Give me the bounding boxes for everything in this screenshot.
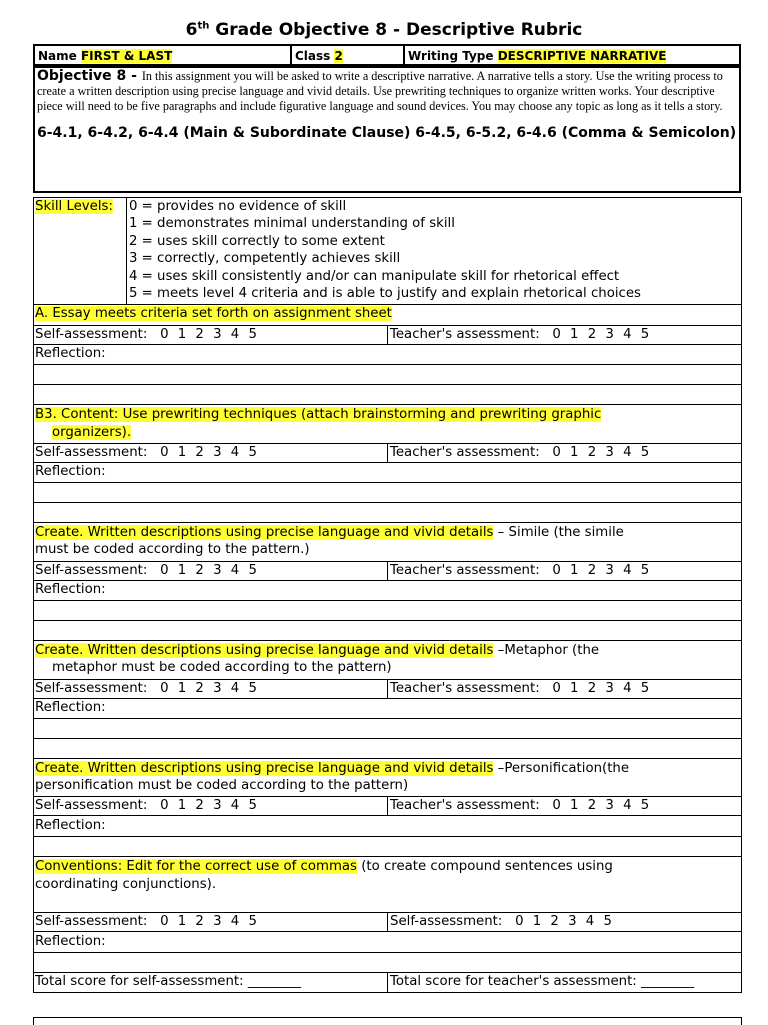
self-assessment-b3[interactable]: Self-assessment: 0 1 2 3 4 5 <box>35 445 257 460</box>
section-b3-title-cont: organizers). <box>52 425 132 440</box>
teacher-assessment-a[interactable]: Teacher's assessment: 0 1 2 3 4 5 <box>390 327 650 342</box>
teacher-assessment-personification[interactable]: Teacher's assessment: 0 1 2 3 4 5 <box>390 798 650 813</box>
section-simile-title: Create. Written descriptions using precise language and vivid details – Simile (the simile <box>35 525 624 540</box>
section-personification-title-cont: personification must be coded according to the pattern) <box>35 778 409 793</box>
reflection-a[interactable]: Reflection: <box>35 346 106 361</box>
self-assessment-conventions[interactable]: Self-assessment: 0 1 2 3 4 5 <box>35 914 257 929</box>
class-field[interactable]: Class 2 <box>292 46 405 64</box>
self-assessment-metaphor[interactable]: Self-assessment: 0 1 2 3 4 5 <box>35 681 257 696</box>
writing-type-field[interactable]: Writing Type DESCRIPTIVE NARRATIVE <box>408 49 667 63</box>
self-assessment-personification[interactable]: Self-assessment: 0 1 2 3 4 5 <box>35 798 257 813</box>
skill-level-0: 0 = provides no evidence of skill <box>129 199 347 214</box>
self-assessment-conventions-2[interactable]: Self-assessment: 0 1 2 3 4 5 <box>390 914 612 929</box>
reflection-metaphor[interactable]: Reflection: <box>35 700 106 715</box>
section-simile-title-cont: must be coded according to the pattern.) <box>35 542 310 557</box>
info-row <box>33 44 741 66</box>
section-conventions-title: Conventions: Edit for the correct use of commas (to create compound sentences using <box>35 859 613 874</box>
section-b3-title: B3. Content: Use prewriting techniques (attach brainstorming and prewriting graphic <box>35 407 602 422</box>
skill-level-5: 5 = meets level 4 criteria and is able to justify and explain rhetorical choices <box>129 286 641 301</box>
skill-level-2: 2 = uses skill correctly to some extent <box>129 234 385 249</box>
reflection-personification[interactable]: Reflection: <box>35 818 106 833</box>
self-assessment-simile[interactable]: Self-assessment: 0 1 2 3 4 5 <box>35 563 257 578</box>
skill-level-4: 4 = uses skill consistently and/or can manipulate skill for rhetorical effect <box>129 269 620 284</box>
objective-text: Objective 8 - In this assignment you will be asked to write a descriptive narrative. A narrative tells a story. Use the writing process to create a written description using precise language and vivid details. Use prewriting techniques to organize written works. Your descriptive piece will need to be five paragraphs and include figurative language and sound devices. You may choose any topic as long as it tells a story. <box>37 68 723 113</box>
section-conventions-title-cont: coordinating conjunctions). <box>35 877 217 892</box>
reflection-conventions[interactable]: Reflection: <box>35 934 106 949</box>
section-a-title: A. Essay meets criteria set forth on assignment sheet <box>35 306 392 321</box>
total-teacher-assessment[interactable]: Total score for teacher's assessment: ________ <box>390 974 695 989</box>
page-title: 6th Grade Objective 8 - Descriptive Rubric <box>185 20 583 40</box>
skill-level-3: 3 = correctly, competently achieves skill <box>129 251 401 266</box>
teacher-assessment-metaphor[interactable]: Teacher's assessment: 0 1 2 3 4 5 <box>390 681 650 696</box>
teacher-assessment-simile[interactable]: Teacher's assessment: 0 1 2 3 4 5 <box>390 563 650 578</box>
reflection-simile[interactable]: Reflection: <box>35 582 106 597</box>
objective-box <box>33 66 741 193</box>
self-assessment-a[interactable]: Self-assessment: 0 1 2 3 4 5 <box>35 327 257 342</box>
reflection-b3[interactable]: Reflection: <box>35 464 106 479</box>
skill-level-1: 1 = demonstrates minimal understanding of skill <box>129 216 455 231</box>
section-metaphor-title: Create. Written descriptions using precise language and vivid details –Metaphor (the <box>35 643 600 658</box>
name-field[interactable]: Name FIRST & LAST <box>35 46 292 64</box>
skill-levels-label: Skill Levels: <box>35 199 113 214</box>
standards-text: 6-4.1, 6-4.2, 6-4.4 (Main & Subordinate Clause) 6-4.5, 6-5.2, 6-4.6 (Comma & Semicolon) <box>37 125 737 141</box>
section-personification-title: Create. Written descriptions using precise language and vivid details –Personification(the <box>35 761 630 776</box>
teacher-assessment-b3[interactable]: Teacher's assessment: 0 1 2 3 4 5 <box>390 445 650 460</box>
total-self-assessment[interactable]: Total score for self-assessment: ________ <box>35 974 302 989</box>
section-metaphor-title-cont: metaphor must be coded according to the pattern) <box>52 660 392 675</box>
